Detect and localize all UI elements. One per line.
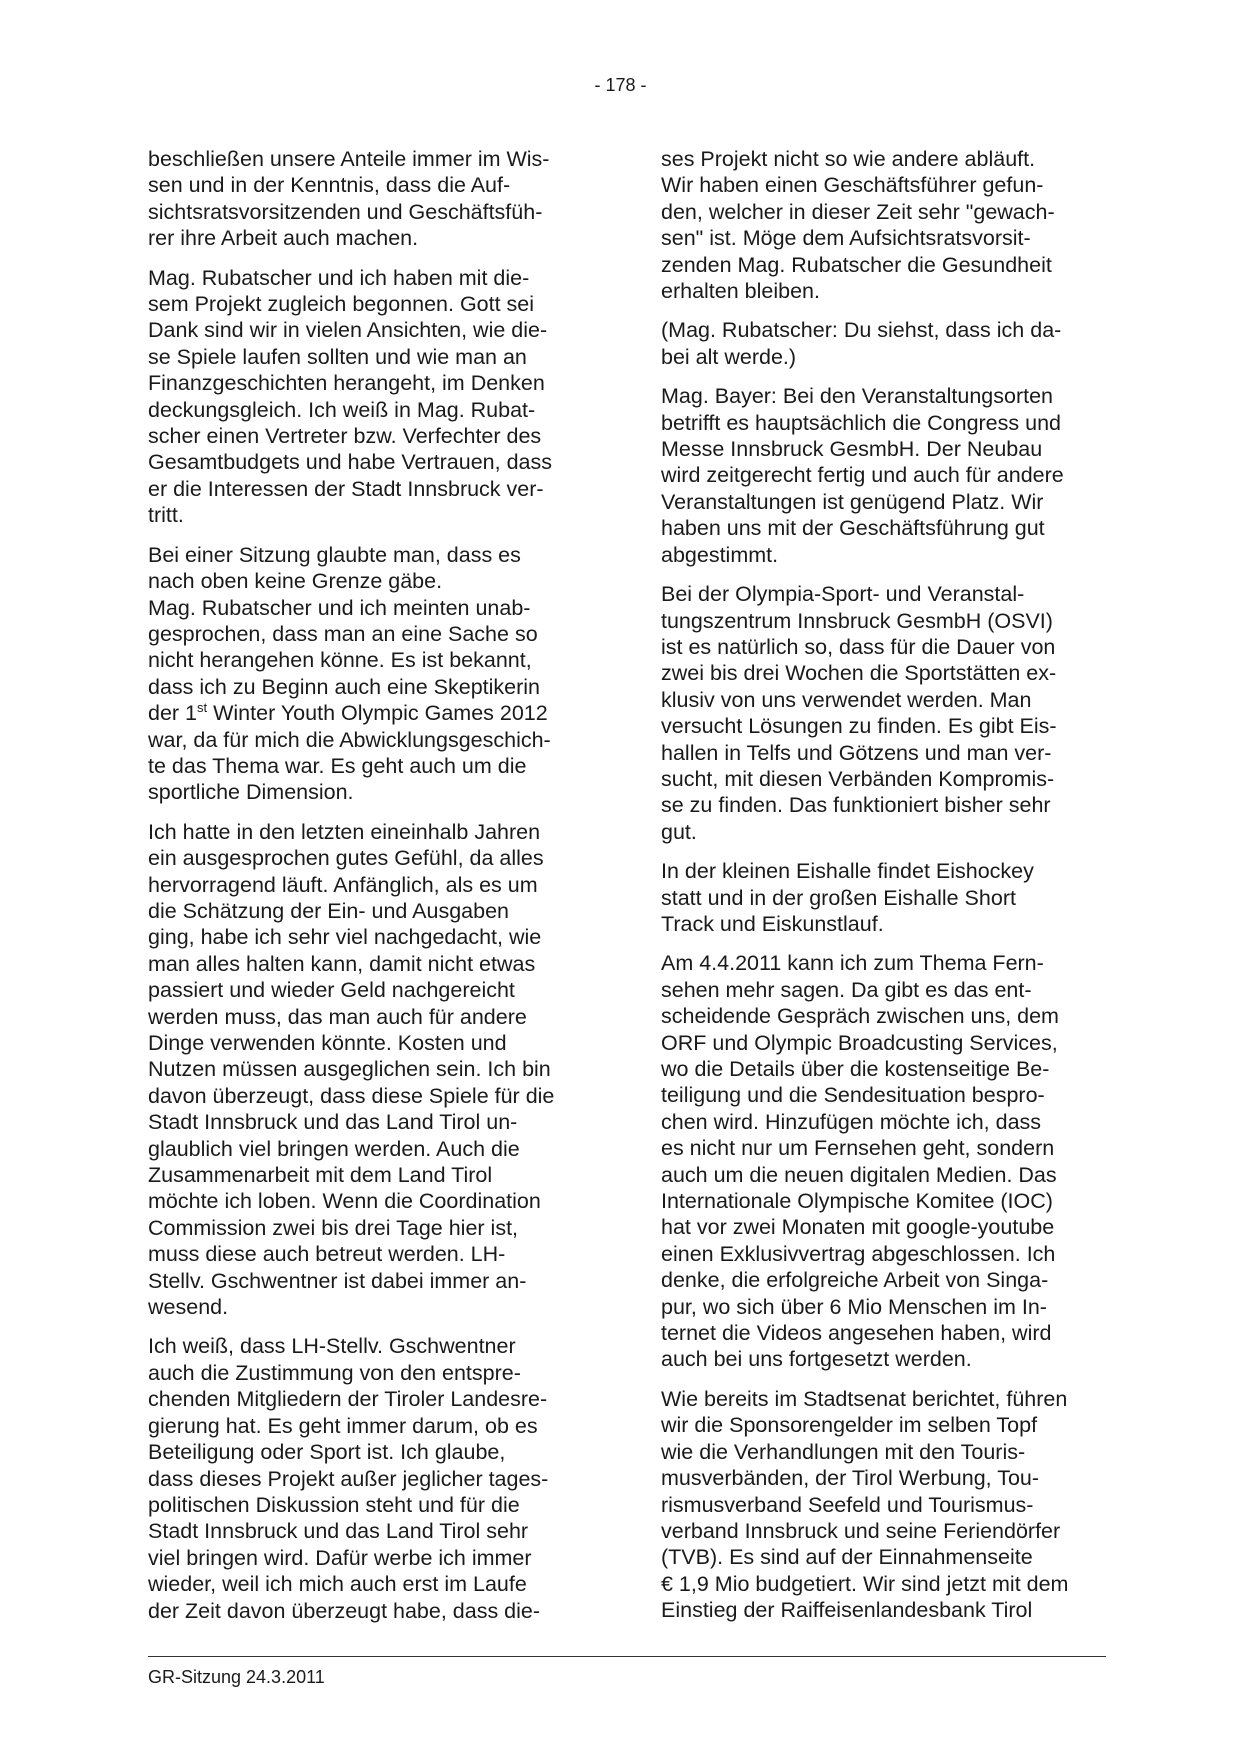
right-column [661,146,1106,1637]
paragraph: Wie bereits im Stadtsenat berichtet, führen wir die Sponsorengelder im selben Topf wie die Verhandlungen mit den Touris- musverbänden, der Tirol Werbung, Tou- rismusverband Seefeld und Tourismus- verband Innsbruck und seine Feriendörfer (TVB). Es sind auf der Einnahmenseite € 1,9 Mio budgetiert. Wir sind jetzt mit dem Einstieg der Raiffeisenlandesbank Tirol [661,1386,1069,1623]
paragraph: In der kleinen Eishalle findet Eishockey statt und in der großen Eishalle Short Track und Eiskunstlauf. [661,859,1034,936]
paragraph: Mag. Rubatscher und ich haben mit die- sem Projekt zugleich begonnen. Gott sei Dank sind wir in vielen Ansichten, wie die- se Spiele laufen sollten und wie man an Finanzgeschichten herangeht, im Denken deckungsgleich. Ich weiß in Mag. Rubat- scher einen Vertreter bzw. Verfechter des Gesamtbudgets und habe Vertrauen, dass er die Interessen der Stadt Innsbruck ver- tritt. [148,265,552,528]
paragraph: Ich weiß, dass LH-Stellv. Gschwentner auch die Zustimmung von den entspre- chenden Mitgliedern der Tiroler Landesre- gierung hat. Es geht immer darum, ob es Beteiligung oder Sport ist. Ich glaube, dass dieses Projekt außer jeglicher tages- politischen Diskussion steht und für die Stadt Innsbruck und das Land Tirol sehr viel bringen wird. Dafür werbe ich immer wieder, weil ich mich auch erst im Laufe der Zeit davon überzeugt habe, dass die- [148,1334,549,1623]
paragraph: Am 4.4.2011 kann ich zum Thema Fern- sehen mehr sagen. Da gibt es das ent- scheidende Gespräch zwischen uns, dem ORF und Olympic Broadcusting Services, wo die Details über die kostenseitige Be- teiligung und die Sendesituation bespro- chen wird. Hinzufügen möchte ich, dass es nicht nur um Fernsehen geht, sondern auch um die neuen digitalen Medien. Das Internationale Olympische Komitee (IOC) hat vor zwei Monaten mit google-youtube einen Exklusivvertrag abgeschlossen. Ich denke, die erfolgreiche Arbeit von Singa- pur, wo sich über 6 Mio Menschen im In- ternet die Videos angesehen haben, wird auch bei uns fortgesetzt werden. [661,951,1059,1372]
paragraph: Mag. Bayer: Bei den Veranstaltungsorten betrifft es hauptsächlich die Congress und Messe Innsbruck GesmbH. Der Neubau wird zeitgerecht fertig und auch für andere Veranstaltungen ist genügend Platz. Wir haben uns mit der Geschäftsführung gut abgestimmt. [661,384,1064,567]
paragraph: Bei der Olympia-Sport- und Veranstal- tungszentrum Innsbruck GesmbH (OSVI) ist es natürlich so, dass für die Dauer von zwei bis drei Wochen die Sportstätten ex- klusiv von uns verwendet werden. Man versucht Lösungen zu finden. Es gibt Eis- hallen in Telfs und Götzens und man ver- sucht, mit diesen Verbänden Kompromis- se zu finden. Das funktioniert bisher sehr gut. [661,582,1057,844]
paragraph [148,542,588,806]
page-number: - 178 - [594,75,647,95]
paragraph-text: Winter Youth Olympic Games 2012 war, da für mich die Abwicklungsgeschich- te das Thema war. Es geht auch um die sportliche Dimension. [148,701,551,805]
paragraph: (Mag. Rubatscher: Du siehst, dass ich da- bei alt werde.) [661,318,1062,369]
paragraph-text: Bei einer Sitzung glaubte man, dass es nach oben keine Grenze gäbe. Mag. Rubatscher und ich meinten unab- gesprochen, dass man an eine Sache so nicht herangehen könne. Es ist bekannt, dass ich zu Beginn auch eine Skeptikerin der 1 [148,542,541,726]
paragraph: ses Projekt nicht so wie andere abläuft. Wir haben einen Geschäftsführer gefun- den, welcher in dieser Zeit sehr "gewach- sen" ist. Möge dem Aufsichtsratsvorsit- zenden Mag. Rubatscher die Gesundheit erhalten bleiben. [661,147,1055,304]
superscript-ordinal: st [197,700,208,716]
paragraph: Ich hatte in den letzten eineinhalb Jahren ein ausgesprochen gutes Gefühl, da alles hervorragend läuft. Anfänglich, als es um die Schätzung der Ein- und Ausgaben ging, habe ich sehr viel nachgedacht, wie man alles halten kann, damit nicht etwas passiert und wieder Geld nachgereicht werden muss, das man auch für andere Dinge verwenden könnte. Kosten und Nutzen müssen ausgeglichen sein. Ich bin davon überzeugt, dass diese Spiele für die Stadt Innsbruck und das Land Tirol un- glaublich viel bringen werden. Auch die Zusammenarbeit mit dem Land Tirol möchte ich loben. Wenn die Coordination Commission zwei bis drei Tage hier ist, muss diese auch betreut werden. LH- Stellv. Gschwentner ist dabei immer an- wesend. [148,819,555,1320]
paragraph: beschließen unsere Anteile immer im Wis- sen und in der Kenntnis, dass die Auf- sichtsratsvorsitzenden und Geschäftsfüh- rer ihre Arbeit auch machen. [148,147,550,251]
left-column [148,146,588,1637]
footer-divider [148,1656,1106,1657]
footer-session-date: GR-Sitzung 24.3.2011 [148,1667,325,1687]
